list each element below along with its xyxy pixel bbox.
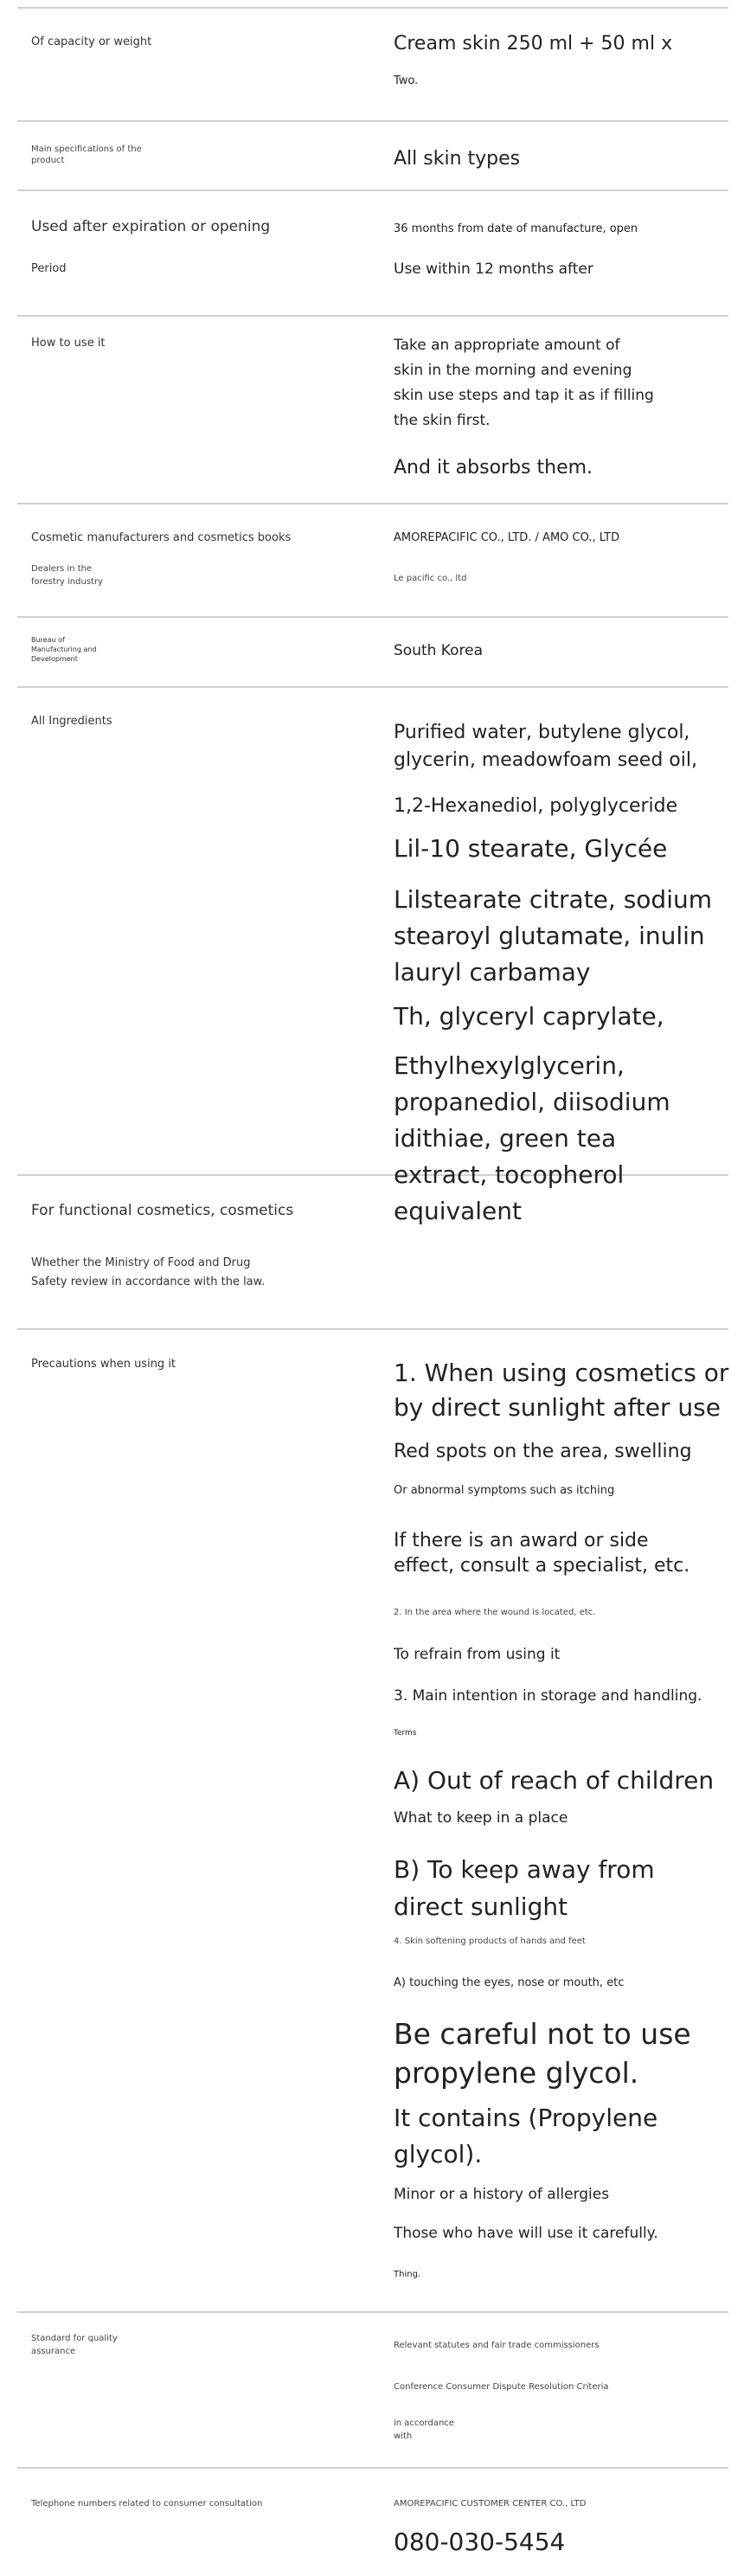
ingredient-line: equivalent: [394, 1197, 522, 1225]
functional-label-cont: Whether the Ministry of Food and Drug: [31, 1256, 251, 1269]
origin-label-cont: Manufacturing and: [31, 646, 97, 653]
quality-value: in accordance: [394, 2419, 454, 2428]
expiration-value-cont: Use within 12 months after: [394, 260, 593, 278]
divider: [17, 2311, 728, 2313]
precaution-line: 4. Skin softening products of hands and feet: [394, 1937, 586, 1946]
precaution-line: If there is an award or side: [394, 1530, 649, 1551]
origin-label: Bureau of: [31, 636, 65, 644]
quality-value: Relevant statutes and fair trade commissioners: [394, 2341, 600, 2350]
ingredient-line: Purified water, butylene glycol,: [394, 722, 690, 743]
expiration-label: Used after expiration or opening: [31, 218, 271, 235]
divider: [17, 190, 728, 191]
ingredients-label: All Ingredients: [31, 715, 112, 728]
ingredient-line: idithiae, green tea: [394, 1124, 617, 1153]
ingredient-line: 1,2-Hexanediol, polyglyceride: [394, 795, 678, 817]
precaution-line: 2. In the area where the wound is located, etc.: [394, 1608, 596, 1617]
ingredient-line: Lilstearate citrate, sodium: [394, 885, 713, 914]
precaution-line: To refrain from using it: [394, 1646, 561, 1663]
ingredient-line: Ethylhexylglycerin,: [394, 1051, 625, 1080]
ingredient-line: stearoyl glutamate, inulin: [394, 922, 705, 950]
functional-label: For functional cosmetics, cosmetics: [31, 1202, 294, 1219]
usage-value: And it absorbs them.: [394, 457, 593, 479]
divider: [17, 2467, 728, 2469]
ingredient-line: Lil-10 stearate, Glycée: [394, 834, 668, 863]
ingredient-line: lauryl carbamay: [394, 958, 591, 986]
precaution-line: Be careful not to use: [394, 2017, 691, 2051]
divider: [17, 7, 728, 9]
precaution-line: propylene glycol.: [394, 2056, 639, 2090]
expiration-value: 36 months from date of manufacture, open: [394, 222, 638, 235]
precautions-label: Precautions when using it: [31, 1358, 176, 1371]
usage-value: skin use steps and tap it as if filling: [394, 387, 654, 404]
precaution-line: What to keep in a place: [394, 1809, 568, 1827]
ingredient-line: extract, tocopherol: [394, 1160, 625, 1189]
usage-value: the skin first.: [394, 412, 491, 429]
quality-label: Standard for quality: [31, 2334, 118, 2343]
contact-value: AMOREPACIFIC CUSTOMER CENTER CO., LTD: [394, 2499, 587, 2509]
origin-label-cont: Development: [31, 655, 78, 663]
precaution-line: A) touching the eyes, nose or mouth, etc: [394, 1976, 625, 1989]
precaution-line: A) Out of reach of children: [394, 1766, 715, 1795]
ingredient-line: glycerin, meadowfoam seed oil,: [394, 749, 697, 771]
precaution-line: Red spots on the area, swelling: [394, 1441, 692, 1462]
ingredient-line: Th, glyceryl caprylate,: [394, 1002, 664, 1031]
precaution-line: by direct sunlight after use: [394, 1393, 721, 1422]
usage-value: skin in the morning and evening: [394, 362, 632, 379]
expiration-label-cont: Period: [31, 262, 67, 275]
manufacturer-label-cont: forestry industry: [31, 577, 103, 587]
contact-label: Telephone numbers related to consumer consultation: [31, 2499, 263, 2509]
manufacturer-label-cont: Dealers in the: [31, 564, 93, 574]
specs-value: All skin types: [394, 148, 521, 170]
precaution-line: Minor or a history of allergies: [394, 2186, 610, 2203]
precaution-line: Those who have will use it carefully.: [394, 2225, 658, 2242]
divider: [17, 120, 728, 122]
ingredient-line: propanediol, diisodium: [394, 1088, 670, 1116]
precaution-line: Thing.: [394, 2270, 421, 2279]
precaution-line: Or abnormal symptoms such as itching: [394, 1484, 615, 1497]
quality-value: Conference Consumer Dispute Resolution Criteria: [394, 2382, 609, 2392]
precaution-line: Terms: [394, 1729, 417, 1738]
specs-label: Main specifications of the: [31, 145, 142, 154]
usage-label: How to use it: [31, 337, 106, 350]
functional-label-cont: Safety review in accordance with the law.: [31, 1275, 266, 1288]
specs-label-cont: product: [31, 156, 65, 165]
capacity-label: Of capacity or weight: [31, 35, 152, 48]
capacity-value: Cream skin 250 ml + 50 ml x: [394, 33, 673, 55]
manufacturer-value: AMOREPACIFIC CO., LTD. / AMO CO., LTD: [394, 531, 620, 544]
usage-value: Take an appropriate amount of: [394, 337, 620, 354]
divider: [17, 503, 728, 504]
capacity-value-cont: Two.: [394, 74, 419, 87]
precaution-line: effect, consult a specialist, etc.: [394, 1555, 690, 1577]
origin-value: South Korea: [394, 642, 484, 659]
manufacturer-value-cont: Le pacific co., ltd: [394, 574, 467, 583]
phone-number: 080-030-5454: [394, 2528, 566, 2556]
divider: [17, 686, 728, 688]
quality-label-cont: assurance: [31, 2347, 76, 2356]
manufacturer-label: Cosmetic manufacturers and cosmetics books: [31, 531, 292, 544]
precaution-line: It contains (Propylene: [394, 2104, 658, 2132]
quality-value: with: [394, 2431, 413, 2441]
precaution-line: B) To keep away from: [394, 1855, 655, 1884]
precaution-line: glycol).: [394, 2140, 483, 2168]
precaution-line: direct sunlight: [394, 1892, 568, 1921]
precaution-line: 1. When using cosmetics or: [394, 1359, 729, 1387]
divider: [17, 315, 728, 317]
divider: [17, 616, 728, 618]
precaution-line: 3. Main intention in storage and handling.: [394, 1687, 702, 1705]
divider: [17, 1328, 728, 1330]
